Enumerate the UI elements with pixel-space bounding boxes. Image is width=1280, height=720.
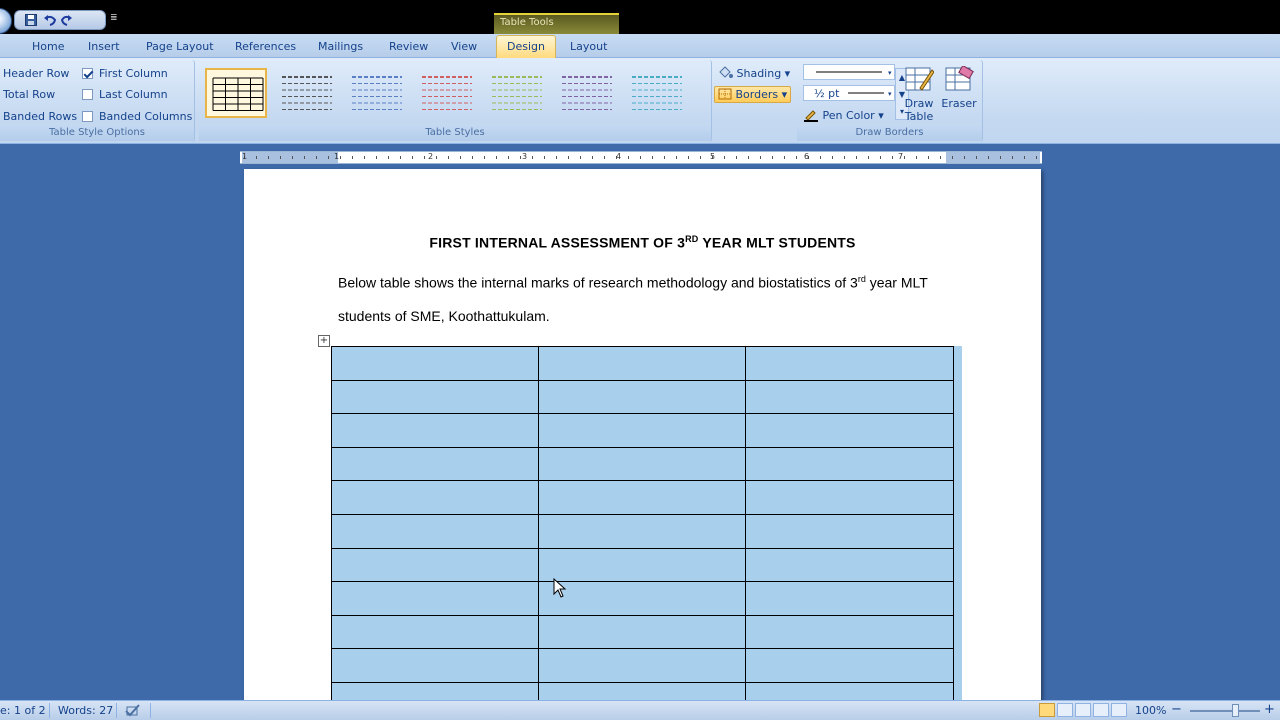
table-tools-context-tab: Table Tools <box>494 13 619 34</box>
horizontal-ruler[interactable] <box>240 151 1042 164</box>
tab-page-layout[interactable]: Page Layout <box>146 40 214 53</box>
svg-text:▾: ▾ <box>888 90 892 98</box>
table-cell[interactable] <box>332 582 539 616</box>
pen-color-button[interactable]: Pen Color ▾ <box>803 108 884 122</box>
checkbox-checked-icon[interactable] <box>82 68 93 79</box>
table-cell[interactable] <box>332 481 539 515</box>
zoom-out-button[interactable]: − <box>1171 702 1182 717</box>
table-row <box>332 481 954 515</box>
table-cell[interactable] <box>539 447 746 481</box>
ruler-tick <box>736 156 737 159</box>
ruler-tick <box>532 156 533 159</box>
table-cell[interactable] <box>746 347 954 381</box>
save-icon[interactable] <box>25 14 37 26</box>
ruler-number: 5 <box>710 152 716 161</box>
table-move-handle[interactable]: + <box>319 335 329 346</box>
divider <box>49 703 50 718</box>
table-style-thumbnail[interactable] <box>205 68 267 118</box>
checkbox-icon[interactable] <box>82 111 93 122</box>
status-bar <box>0 700 1280 720</box>
tab-mailings[interactable]: Mailings <box>318 40 364 53</box>
tab-view[interactable]: View <box>451 40 478 53</box>
ruler-number: 6 <box>804 152 810 161</box>
table-cell[interactable] <box>746 481 954 515</box>
tab-insert[interactable]: Insert <box>88 40 120 53</box>
ruler-tick <box>676 156 677 159</box>
borders-icon <box>718 88 732 100</box>
word-count[interactable]: Words: 27 <box>58 704 114 717</box>
document-page[interactable] <box>244 169 1041 709</box>
ruler-tick <box>844 156 845 159</box>
zoom-level[interactable]: 100% <box>1135 704 1167 717</box>
ruler-tick <box>976 156 977 159</box>
paint-bucket-icon <box>717 66 733 79</box>
table-style-options-group <box>0 60 195 142</box>
ruler-tick <box>556 156 557 159</box>
ruler-tick <box>832 156 833 159</box>
gallery-scroll[interactable]: ▲ ▼ ▾ <box>895 68 909 120</box>
borders-button[interactable]: Borders ▾ <box>714 86 791 103</box>
ruler-tick <box>340 156 341 159</box>
zoom-slider-thumb[interactable] <box>1232 704 1239 717</box>
table-cell[interactable] <box>332 514 539 548</box>
ruler-tick <box>436 156 437 159</box>
ribbon <box>0 58 1280 144</box>
table-cell[interactable] <box>539 514 746 548</box>
ruler-tick <box>820 156 821 159</box>
group-label: Draw Borders <box>797 126 982 141</box>
table-row <box>332 548 954 582</box>
table-cell[interactable] <box>539 414 746 448</box>
ruler-number: 7 <box>898 152 904 161</box>
table-cell[interactable] <box>746 447 954 481</box>
ruler-tick <box>796 156 797 159</box>
table-style-preview <box>490 73 544 115</box>
ruler-tick <box>448 156 449 159</box>
table-style-preview <box>420 73 474 115</box>
ruler-tick <box>964 156 965 159</box>
proofing-icon[interactable] <box>124 703 142 718</box>
ruler-tick <box>388 156 389 159</box>
ruler-tick <box>856 156 857 159</box>
table-selection-edge <box>954 346 962 709</box>
table-row <box>332 615 954 649</box>
table-style-thumbnail[interactable] <box>485 68 547 118</box>
table-cell[interactable] <box>539 649 746 683</box>
table-cell[interactable] <box>746 548 954 582</box>
ruler-tick <box>580 156 581 159</box>
table-cell[interactable] <box>332 380 539 414</box>
ruler-tick <box>520 156 521 159</box>
draw-table-button[interactable]: Draw Table <box>901 66 937 123</box>
table-row <box>332 447 954 481</box>
ruler-tick <box>592 156 593 159</box>
table-cell[interactable] <box>539 481 746 515</box>
ruler-number: 4 <box>616 152 622 161</box>
ruler-tick <box>688 156 689 159</box>
ruler-tick <box>916 156 917 159</box>
outline-view-icon[interactable] <box>1093 703 1109 717</box>
ribbon-tab-row <box>0 34 1280 58</box>
banded-columns-checkbox[interactable]: Banded Columns <box>82 110 192 123</box>
ruler-tick <box>724 156 725 159</box>
ruler-tick <box>988 156 989 159</box>
shading-borders-area <box>713 60 796 142</box>
table-style-thumbnail[interactable] <box>415 68 477 118</box>
header-row-checkbox[interactable]: Header Row <box>3 67 70 80</box>
title-bar <box>0 0 1280 34</box>
last-column-checkbox[interactable]: Last Column <box>82 88 168 101</box>
ruler-tick <box>328 156 329 159</box>
ruler-tick <box>508 156 509 159</box>
table-cell[interactable] <box>539 582 746 616</box>
ruler-tick <box>880 156 881 159</box>
group-label: Table Style Options <box>0 126 194 141</box>
table-cell[interactable] <box>332 649 539 683</box>
table-style-preview <box>560 73 614 115</box>
table-cell[interactable] <box>746 582 954 616</box>
ruler-tick <box>400 156 401 159</box>
document-paragraph: Below table shows the internal marks of research methodology and biostatistics of 3rd year MLT students of SME, Koothattukulam. <box>338 274 928 324</box>
table-cell[interactable] <box>332 615 539 649</box>
table-cell[interactable] <box>332 548 539 582</box>
tab-references[interactable]: References <box>235 40 297 53</box>
table-cell[interactable] <box>332 414 539 448</box>
table-cell[interactable] <box>746 414 954 448</box>
divider <box>116 703 117 718</box>
table-row <box>332 582 954 616</box>
ruler-tick <box>460 156 461 159</box>
ruler-tick <box>1036 156 1037 159</box>
undo-icon[interactable] <box>43 14 55 26</box>
draw-table-icon <box>904 66 934 94</box>
ruler-right-margin <box>946 152 1040 163</box>
ruler-tick <box>256 156 257 159</box>
ruler-number: 2 <box>428 152 434 161</box>
ruler-tick <box>784 156 785 159</box>
print-layout-view-icon[interactable] <box>1039 703 1055 717</box>
ruler-tick <box>928 156 929 159</box>
group-label: Table Styles <box>199 126 711 141</box>
table-style-thumbnail[interactable] <box>625 68 687 118</box>
table-style-thumbnail[interactable] <box>275 68 337 118</box>
ruler-tick <box>940 156 941 159</box>
draft-view-icon[interactable] <box>1111 703 1127 717</box>
ruler-tick <box>868 156 869 159</box>
eraser-button[interactable]: Eraser <box>940 66 978 110</box>
table-cell[interactable] <box>539 347 746 381</box>
ruler-tick <box>364 156 365 159</box>
table-style-preview <box>630 73 684 115</box>
ruler-tick <box>1024 156 1025 159</box>
line-weight-dropdown[interactable]: ½ pt ▾ <box>803 85 895 101</box>
pen-icon <box>803 108 819 122</box>
full-screen-reading-view-icon[interactable] <box>1057 703 1073 717</box>
tab-design[interactable]: Design <box>496 35 556 59</box>
ruler-tick <box>904 156 905 159</box>
tab-layout[interactable]: Layout <box>570 40 608 53</box>
customize-qat-icon[interactable]: ≣ <box>110 13 118 23</box>
page-count[interactable]: e: 1 of 2 <box>0 704 46 717</box>
table-style-preview <box>350 73 404 115</box>
document-title: FIRST INTERNAL ASSESSMENT OF 3RD YEAR MLT STUDENTS <box>429 234 856 251</box>
quick-access-toolbar <box>14 10 106 30</box>
total-row-checkbox[interactable]: Total Row <box>3 88 56 101</box>
ruler-tick <box>892 156 893 159</box>
shading-button[interactable]: Shading ▾ <box>717 66 790 80</box>
ruler-tick <box>292 156 293 159</box>
ruler-tick <box>952 156 953 159</box>
table-row <box>332 414 954 448</box>
table-cell[interactable] <box>746 649 954 683</box>
ruler-tick <box>628 156 629 159</box>
mouse-pointer-icon <box>553 578 567 600</box>
redo-icon[interactable] <box>61 14 73 26</box>
svg-text:▾: ▾ <box>888 69 892 77</box>
table-cell[interactable] <box>332 347 539 381</box>
line-style-preview <box>804 65 894 79</box>
checkbox-icon[interactable] <box>82 89 93 100</box>
first-column-checkbox[interactable]: First Column <box>82 67 168 80</box>
zoom-slider[interactable] <box>1190 710 1260 712</box>
ruler-tick <box>304 156 305 159</box>
table-cell[interactable] <box>746 380 954 414</box>
ruler-tick <box>376 156 377 159</box>
line-weight-preview <box>834 86 894 100</box>
table-cell[interactable] <box>746 615 954 649</box>
line-style-dropdown[interactable] <box>803 64 895 80</box>
table-cell[interactable] <box>539 380 746 414</box>
ruler-tick <box>760 156 761 159</box>
ruler-tick <box>664 156 665 159</box>
table-row <box>332 514 954 548</box>
ruler-tick <box>280 156 281 159</box>
office-button[interactable] <box>0 8 12 34</box>
ruler-tick <box>496 156 497 159</box>
ruler-number: 1 <box>242 152 248 161</box>
ruler-tick <box>544 156 545 159</box>
eraser-icon <box>944 66 974 94</box>
ruler-tick <box>316 156 317 159</box>
table-row <box>332 380 954 414</box>
web-layout-view-icon[interactable] <box>1075 703 1091 717</box>
table-row <box>332 649 954 683</box>
divider <box>150 703 151 718</box>
ruler-tick <box>472 156 473 159</box>
ruler-tick <box>484 156 485 159</box>
ruler-tick <box>424 156 425 159</box>
draw-borders-group <box>797 60 983 142</box>
ruler-tick <box>1012 156 1013 159</box>
ruler-number: 3 <box>522 152 528 161</box>
tab-review[interactable]: Review <box>389 40 429 53</box>
ruler-tick <box>568 156 569 159</box>
ruler-tick <box>268 156 269 159</box>
ruler-tick <box>772 156 773 159</box>
banded-rows-checkbox[interactable]: Banded Rows <box>3 110 78 123</box>
zoom-in-button[interactable]: + <box>1264 702 1275 717</box>
table-row <box>332 347 954 381</box>
table-style-preview <box>280 73 334 115</box>
ruler-tick <box>748 156 749 159</box>
document-table[interactable] <box>331 346 954 717</box>
table-style-preview <box>211 74 265 116</box>
ruler-tick <box>412 156 413 159</box>
ruler-tick <box>700 156 701 159</box>
table-cell[interactable] <box>539 548 746 582</box>
ruler-tick <box>352 156 353 159</box>
ruler-tick <box>1000 156 1001 159</box>
ruler-tick <box>604 156 605 159</box>
ruler-tick <box>640 156 641 159</box>
table-cell[interactable] <box>746 514 954 548</box>
table-cell[interactable] <box>332 447 539 481</box>
table-cell[interactable] <box>539 615 746 649</box>
ruler-tick <box>652 156 653 159</box>
ruler-number: 1 <box>334 152 340 161</box>
table-style-thumbnail[interactable] <box>345 68 407 118</box>
table-style-thumbnail[interactable] <box>555 68 617 118</box>
tab-home[interactable]: Home <box>32 40 65 53</box>
